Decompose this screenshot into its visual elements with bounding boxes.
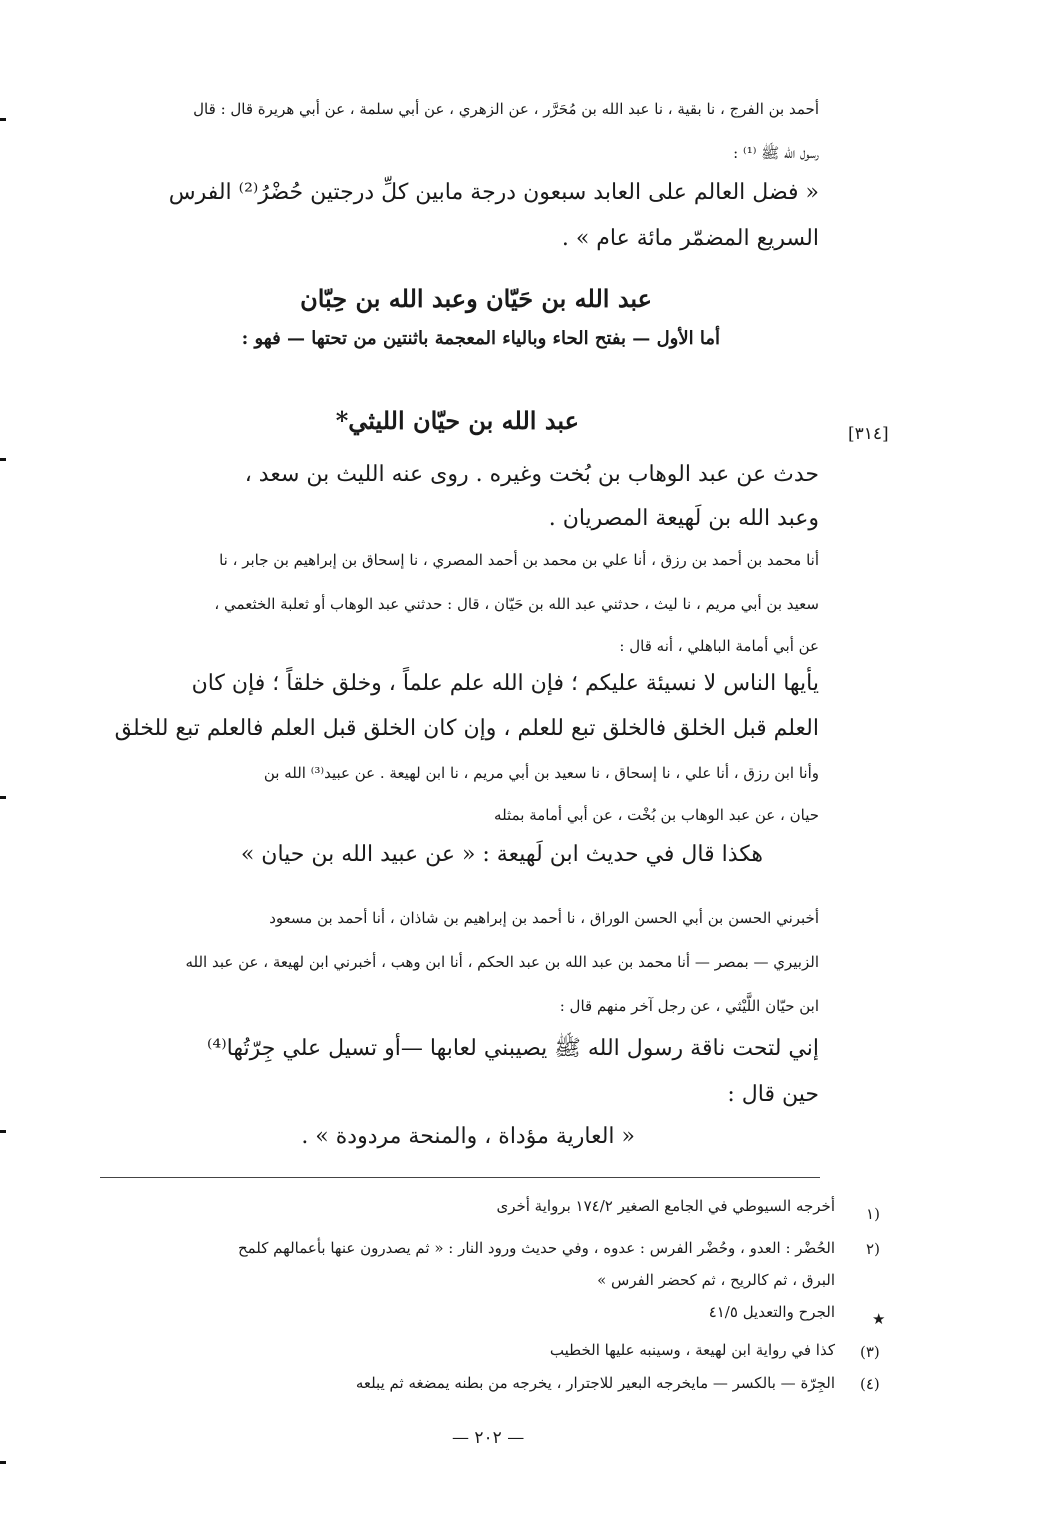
isnad-line: أنا محمد بن أحمد بن رزق ، أنا علي بن محمد بن أحمد المصري ، نا إسحاق بن إبراهيم بن جابر ، نا	[219, 551, 819, 569]
hadith-line: السريع المضمّر مائة عام » .	[561, 226, 819, 251]
text-line: حدث عن عبد الوهاب بن بُخت وغيره . روى عنه الليث بن سعد ،	[244, 462, 819, 487]
entry-title: عبد الله بن حيّان الليثي*	[335, 406, 579, 435]
section-title: عبد الله بن حَيّان وعبد الله بن حِبّان	[300, 284, 652, 313]
section-subtitle: أما الأول — بفتح الحاء وبالياء المعجمة باثنتين من تحتها — فهو :	[241, 328, 720, 349]
isnad-line: ابن حيّان اللَّيْثي ، عن رجل آخر منهم قال :	[559, 997, 819, 1015]
margin-mark	[0, 118, 6, 121]
isnad-line: أخبرني الحسن بن أبي الحسن الوراق ، نا أحمد بن إبراهيم بن شاذان ، أنا أحمد بن مسعود	[269, 909, 819, 927]
isnad-line: وأنا ابن رزق ، أنا علي ، نا إسحاق ، نا سعيد بن أبي مريم ، نا ابن لهيعة . عن عبيد⁽³⁾ الله بن	[263, 764, 819, 782]
isnad-line: عن أبي أمامة الباهلي ، أنه قال :	[619, 637, 819, 655]
footnote-text: كذا في رواية ابن لهيعة ، وسينبه عليها الخطيب	[549, 1341, 835, 1359]
isnad-line: سعيد بن أبي مريم ، نا ليث ، حدثني عبد الله بن حَيّان ، قال : حدثني عبد الوهاب أو ثعلبة الخثعمي ،	[214, 595, 819, 613]
footnote-text: أخرجه السيوطي في الجامع الصغير ١٧٤/٢ برواية أخرى	[496, 1197, 835, 1215]
footnote-mark: (٤)	[860, 1375, 880, 1393]
text-line: رسول الله ﷺ ⁽¹⁾ :	[733, 144, 819, 162]
footnote-text: الجرح والتعديل ٤١/٥	[708, 1303, 835, 1321]
hadith-line: العلم قبل الخلق فالخلق تبع للعلم ، وإن كان الخلق قبل العلم فالعلم تبع للخلق	[114, 716, 819, 741]
margin-mark	[0, 458, 6, 461]
footnote-mark: ١)	[866, 1205, 880, 1223]
page-number: — ٢٠٢ —	[452, 1428, 525, 1448]
footnote-text: الجِرّة — بالكسر — مايخرجه البعير للاجترار ، يخرجه من بطنه يمضغه ثم يبلعه	[355, 1374, 835, 1392]
footnote-divider	[100, 1177, 820, 1178]
text-line: هكذا قال في حديث ابن لَهيعة : « عن عبيد الله بن حيان »	[240, 842, 763, 867]
margin-mark	[0, 796, 6, 799]
footnote-mark: ★	[872, 1310, 886, 1328]
text-line: حين قال :	[727, 1082, 819, 1107]
footnote-mark: ٢)	[866, 1240, 880, 1258]
isnad-line: حيان ، عن عبد الوهاب بن بُخْت ، عن أبي أمامة بمثله	[494, 806, 819, 824]
hadith-line: إني لتحت ناقة رسول الله ﷺ يصيبني لعابها —أو تسيل علي جِرّتُها⁽⁴⁾	[207, 1036, 819, 1061]
isnad-line: الزبيري — بمصر — أنا محمد بن عبد الله بن عبد الحكم ، أنا ابن وهب ، أخبرني ابن لهيعة ، عن عبد الله	[185, 953, 819, 971]
hadith-line: « العارية مؤداة ، والمنحة مردودة » .	[301, 1124, 635, 1149]
entry-number: [٣١٤]	[848, 424, 889, 444]
hadith-line: « فضل العالم على العابد سبعون درجة مابين كلِّ درجتين حُضْرُ⁽²⁾ الفرس	[168, 180, 819, 205]
hadith-line: يأيها الناس لا نسيئة عليكم ؛ فإن الله علم علماً ، وخلق خلقاً ؛ فإن كان	[191, 671, 819, 696]
margin-mark	[0, 1461, 6, 1464]
text-line: أحمد بن الفرج ، نا بقية ، نا عبد الله بن مُحَرَّر ، عن الزهري ، عن أبي سلمة ، عن أبي هريرة قال : قال	[193, 100, 819, 118]
text-line: وعبد الله بن لَهيعة المصريان .	[548, 506, 819, 531]
footnote-text: البرق ، ثم كالريح ، ثم كحضر الفرس »	[597, 1271, 835, 1289]
footnote-text: الحُضْر : العدو ، وحُضْر الفرس : عدوه ، وفي حديث ورود النار : « ثم يصدرون عنها بأعمالهم كلمح	[237, 1239, 835, 1257]
margin-mark	[0, 1130, 6, 1133]
footnote-mark: (٣)	[860, 1343, 880, 1361]
